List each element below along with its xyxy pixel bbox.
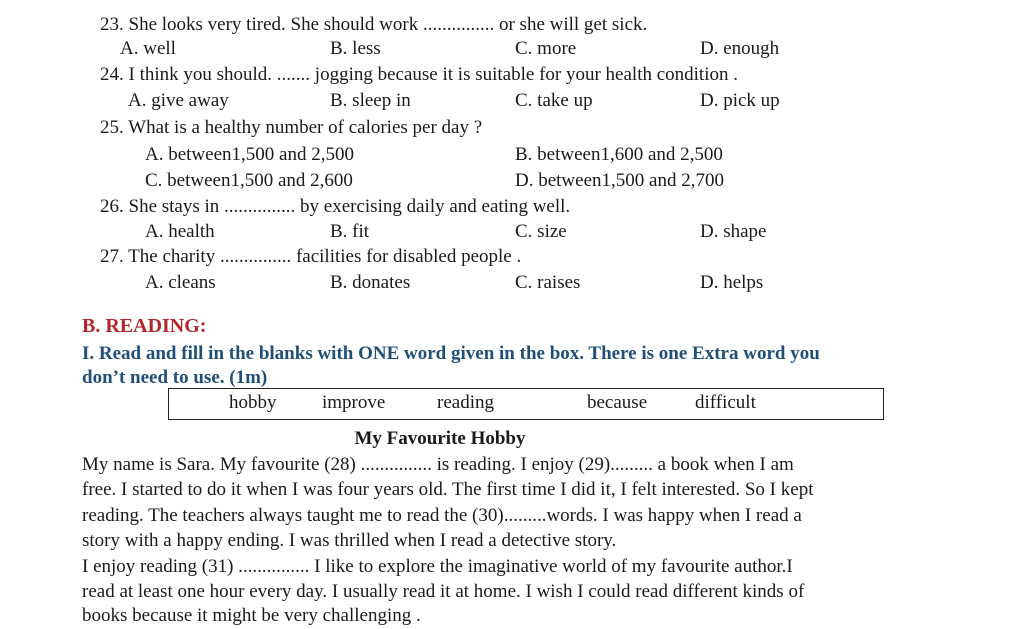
- question-24-option-d: D. pick up: [700, 90, 780, 111]
- question-27-option-a: A. cleans: [145, 272, 216, 293]
- question-26-option-c: C. size: [515, 221, 567, 242]
- passage-line: books because it might be very challenging .: [82, 605, 421, 626]
- passage-line: I enjoy reading (31) ............... I like to explore the imaginative world of my favourite author.I: [82, 556, 793, 577]
- section-heading: B. READING:: [82, 315, 207, 337]
- passage-line: free. I started to do it when I was four years old. The first time I did it, I felt interested. So I kept: [82, 479, 814, 500]
- instruction-line-2: don’t need to use. (1m): [82, 367, 268, 388]
- question-26-option-d: D. shape: [700, 221, 767, 242]
- question-23-option-d: D. enough: [700, 38, 780, 59]
- question-27-option-c: C. raises: [515, 272, 581, 293]
- question-23-stem: 23. She looks very tired. She should work ............... or she will get sick.: [100, 14, 648, 35]
- question-24-option-a: A. give away: [128, 90, 229, 111]
- passage-line: read at least one hour every day. I usually read it at home. I wish I could read different kinds of: [82, 581, 805, 602]
- question-23-option-a: A. well: [120, 38, 176, 59]
- question-24-option-b: B. sleep in: [330, 90, 411, 111]
- word-box-item: hobby: [229, 392, 277, 413]
- passage-line: My name is Sara. My favourite (28) ............... is reading. I enjoy (29)......... a book when I am: [82, 454, 794, 475]
- passage-title: My Favourite Hobby: [354, 428, 526, 449]
- passage-line: reading. The teachers always taught me to read the (30).........words. I was happy when I read a: [82, 505, 802, 526]
- question-27-option-b: B. donates: [330, 272, 411, 293]
- question-26-option-b: B. fit: [330, 221, 370, 242]
- question-25-stem: 25. What is a healthy number of calories per day ?: [100, 117, 483, 138]
- word-box-item: because: [587, 392, 648, 413]
- question-25-option-a: A. between1,500 and 2,500: [145, 144, 354, 165]
- question-25-option-c: C. between1,500 and 2,600: [145, 170, 353, 191]
- question-24-option-c: C. take up: [515, 90, 593, 111]
- question-26-option-a: A. health: [145, 221, 215, 242]
- word-box-item: difficult: [695, 392, 756, 413]
- word-box: [168, 388, 884, 420]
- question-27-option-d: D. helps: [700, 272, 764, 293]
- question-26-stem: 26. She stays in ............... by exercising daily and eating well.: [100, 196, 571, 217]
- question-24-stem: 24. I think you should. ....... jogging because it is suitable for your health condition .: [100, 64, 738, 85]
- word-box-item: reading: [437, 392, 494, 413]
- question-23-option-c: C. more: [515, 38, 577, 59]
- question-25-option-d: D. between1,500 and 2,700: [515, 170, 724, 191]
- question-27-stem: 27. The charity ............... facilities for disabled people .: [100, 246, 522, 267]
- word-box-item: improve: [322, 392, 386, 413]
- instruction-line-1: I. Read and fill in the blanks with ONE word given in the box. There is one Extra word you: [82, 343, 820, 364]
- question-23-option-b: B. less: [330, 38, 381, 59]
- passage-line: story with a happy ending. I was thrilled when I read a detective story.: [82, 530, 617, 551]
- question-25-option-b: B. between1,600 and 2,500: [515, 144, 723, 165]
